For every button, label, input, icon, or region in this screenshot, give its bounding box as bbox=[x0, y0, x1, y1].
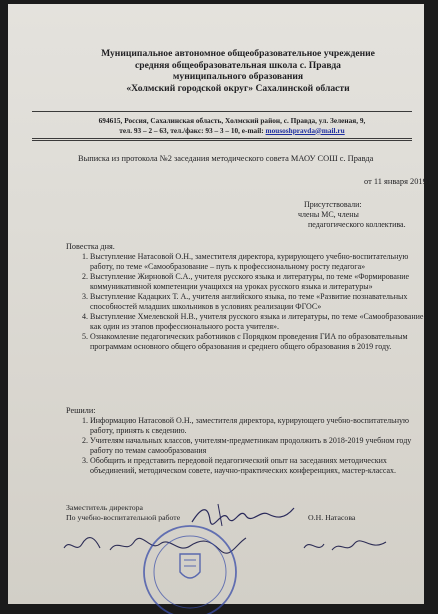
org-name-line: муниципального образования bbox=[172, 71, 304, 82]
agenda-list bbox=[68, 252, 425, 352]
header-divider bbox=[32, 111, 412, 112]
organization-header bbox=[38, 48, 438, 94]
agenda-item: 1. Выступление Натасовой О.Н., заместителя директора, курирующего учебно-воспитательную работу, по теме «Самообразование – путь к профессиональному росту педагога» bbox=[90, 252, 425, 272]
decision-item: 1. Информацию Натасовой О.Н., заместителя директора, курирующего учебно-воспитательную работу, принять к сведению. bbox=[90, 416, 425, 436]
org-name-line: «Холмский городской округ» Сахалинской области bbox=[126, 82, 350, 94]
org-name-line: Муниципальное автономное общеобразовательное учреждение bbox=[101, 48, 375, 59]
signatory-department: По учебно-воспитательной работе bbox=[66, 513, 181, 522]
decision-item: 3. Обобщить и представить передовой педагогический опыт на заседаниях методических объединений, методическом совете, научно-практических конференциях, мастер-классах. bbox=[90, 456, 425, 476]
decision-item: 2. Учителям начальных классов, учителям-предметникам продолжить в 2018-2019 учебном году работу по темам самообразования bbox=[90, 436, 425, 456]
decisions-label: Решили: bbox=[66, 406, 96, 415]
organization-address bbox=[32, 116, 432, 135]
agenda-label: Повестка дня. bbox=[66, 242, 115, 251]
signatory-position: Заместитель директора bbox=[66, 503, 144, 512]
decisions-list bbox=[68, 416, 425, 476]
agenda-item: 2. Выступление Жирновой С.А., учителя русского языка и литературы, по теме «Формирование коммуникативной компетенции учащихся на уроках русского языка и литературы» bbox=[90, 272, 425, 292]
attendance-line: педагогического коллектива. bbox=[308, 220, 406, 229]
header-divider bbox=[32, 138, 412, 139]
signatory-name: О.Н. Натасова bbox=[308, 513, 356, 522]
header-divider bbox=[32, 140, 412, 141]
agenda-item: 5. Ознакомление педагогических работников с Порядком проведения ГИА по образовательным программам основного общего образования и среднего общего образования в 2019 году. bbox=[90, 332, 425, 352]
org-name-line: средняя общеобразовательная школа с. Правда bbox=[135, 59, 341, 71]
agenda-item: 3. Выступление Кадацких Т. А., учителя английского языка, по теме «Развитие познавательных способностей младших школьников в условиях реализации ФГОС» bbox=[90, 292, 425, 312]
contacts-line bbox=[32, 126, 432, 136]
attendance-block bbox=[298, 200, 406, 230]
protocol-title: Выписка из протокола №2 заседания методического совета МАОУ СОШ с. Правда bbox=[78, 154, 374, 163]
email-link[interactable]: mousoshpravda@mail.ru bbox=[265, 125, 345, 135]
handwritten-note bbox=[300, 534, 390, 558]
document-page bbox=[8, 4, 433, 604]
attendance-label: Присутствовали: bbox=[304, 200, 362, 209]
agenda-item: 4. Выступление Хмелевской Н.В., учителя русского языка и литературы, по теме «Самообразование как один из этапов профессионального роста учителя». bbox=[90, 312, 425, 332]
attendance-line: члены МС, члены bbox=[298, 210, 359, 219]
phone-fax-text: тел. 93 – 2 – 63, тел./факс: 93 – 3 – 10, e-mail: bbox=[119, 125, 266, 135]
school-stamp bbox=[124, 510, 256, 614]
protocol-date: от 11 января 2019 г bbox=[364, 177, 433, 186]
address-line: 694615, Россия, Сахалинская область, Холмский район, с. Правда, ул. Зеленая, 9, bbox=[98, 116, 366, 125]
